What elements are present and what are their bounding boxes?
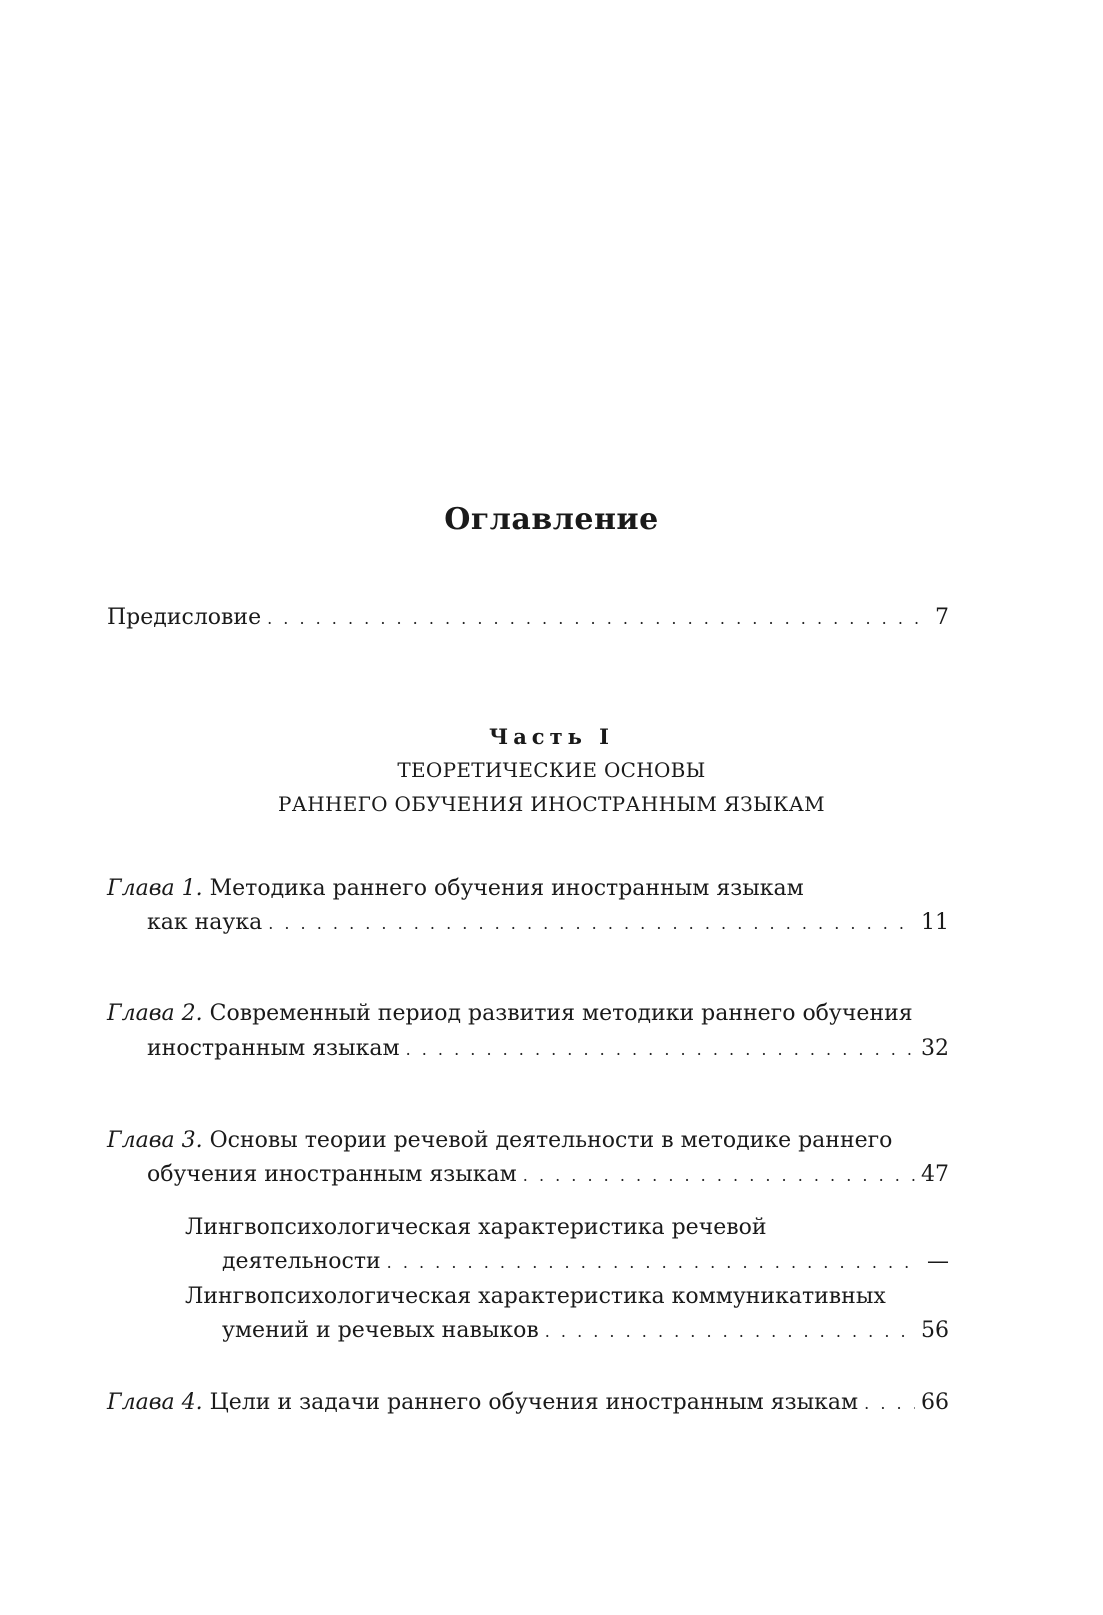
dot-leader xyxy=(406,1036,915,1064)
toc-entry-section-1[interactable] xyxy=(185,1214,767,1242)
page-number: 11 xyxy=(921,910,949,935)
toc-entry-label: Предисловие xyxy=(107,605,262,630)
chapter-title-line1: Основы теории речевой деятельности в методике раннего xyxy=(209,1128,893,1153)
page-number: — xyxy=(927,1249,949,1274)
page-number: 47 xyxy=(921,1162,949,1187)
dot-leader xyxy=(523,1162,915,1190)
chapter-title-line2: обучения иностранным языкам xyxy=(147,1162,517,1187)
section-title-line2: деятельности xyxy=(222,1249,381,1274)
part-title-line1: ТЕОРЕТИЧЕСКИЕ ОСНОВЫ xyxy=(397,758,706,782)
toc-entry-chapter-3-cont[interactable] xyxy=(147,1161,949,1190)
toc-entry-chapter-4[interactable] xyxy=(107,1389,949,1418)
toc-entry-section-2[interactable] xyxy=(185,1283,886,1311)
chapter-label: Глава 4. xyxy=(107,1390,203,1415)
toc-entry-chapter-2-cont[interactable] xyxy=(147,1035,949,1064)
part-title-line2: РАННЕГО ОБУЧЕНИЯ ИНОСТРАННЫМ ЯЗЫКАМ xyxy=(278,792,825,816)
toc-entry-preface[interactable] xyxy=(107,604,949,633)
chapter-title-line2: иностранным языкам xyxy=(147,1036,400,1061)
page-number: 66 xyxy=(921,1390,949,1415)
chapter-label: Глава 1. xyxy=(107,876,203,901)
dot-leader xyxy=(545,1318,915,1346)
chapter-title-line1: Методика раннего обучения иностранным языкам xyxy=(209,876,804,901)
dot-leader xyxy=(864,1390,915,1418)
section-title-line2: умений и речевых навыков xyxy=(222,1318,539,1343)
chapter-label: Глава 2. xyxy=(107,1001,203,1026)
dot-leader xyxy=(267,605,919,633)
toc-entry-section-1-cont[interactable] xyxy=(222,1248,949,1277)
dot-leader xyxy=(268,910,915,938)
chapter-label: Глава 3. xyxy=(107,1128,203,1153)
page-title: Оглавление xyxy=(444,502,659,537)
toc-entry-chapter-2[interactable] xyxy=(107,1000,913,1028)
chapter-title-line2: как наука xyxy=(147,910,263,935)
section-title-line1: Лингвопсихологическая характеристика коммуникативных xyxy=(185,1284,886,1309)
toc-entry-chapter-3[interactable] xyxy=(107,1127,892,1155)
toc-entry-chapter-1-cont[interactable] xyxy=(147,909,949,938)
part-label: Часть I xyxy=(489,724,614,749)
page-number: 32 xyxy=(921,1036,949,1061)
dot-leader xyxy=(387,1249,919,1277)
page-number: 7 xyxy=(935,605,949,630)
section-title-line1: Лингвопсихологическая характеристика речевой xyxy=(185,1215,767,1240)
chapter-title-line1: Цели и задачи раннего обучения иностранным языкам xyxy=(209,1390,859,1415)
toc-entry-section-2-cont[interactable] xyxy=(222,1317,949,1346)
toc-entry-chapter-1[interactable] xyxy=(107,875,804,903)
chapter-title-line1: Современный период развития методики раннего обучения xyxy=(209,1001,913,1026)
page-number: 56 xyxy=(921,1318,949,1343)
